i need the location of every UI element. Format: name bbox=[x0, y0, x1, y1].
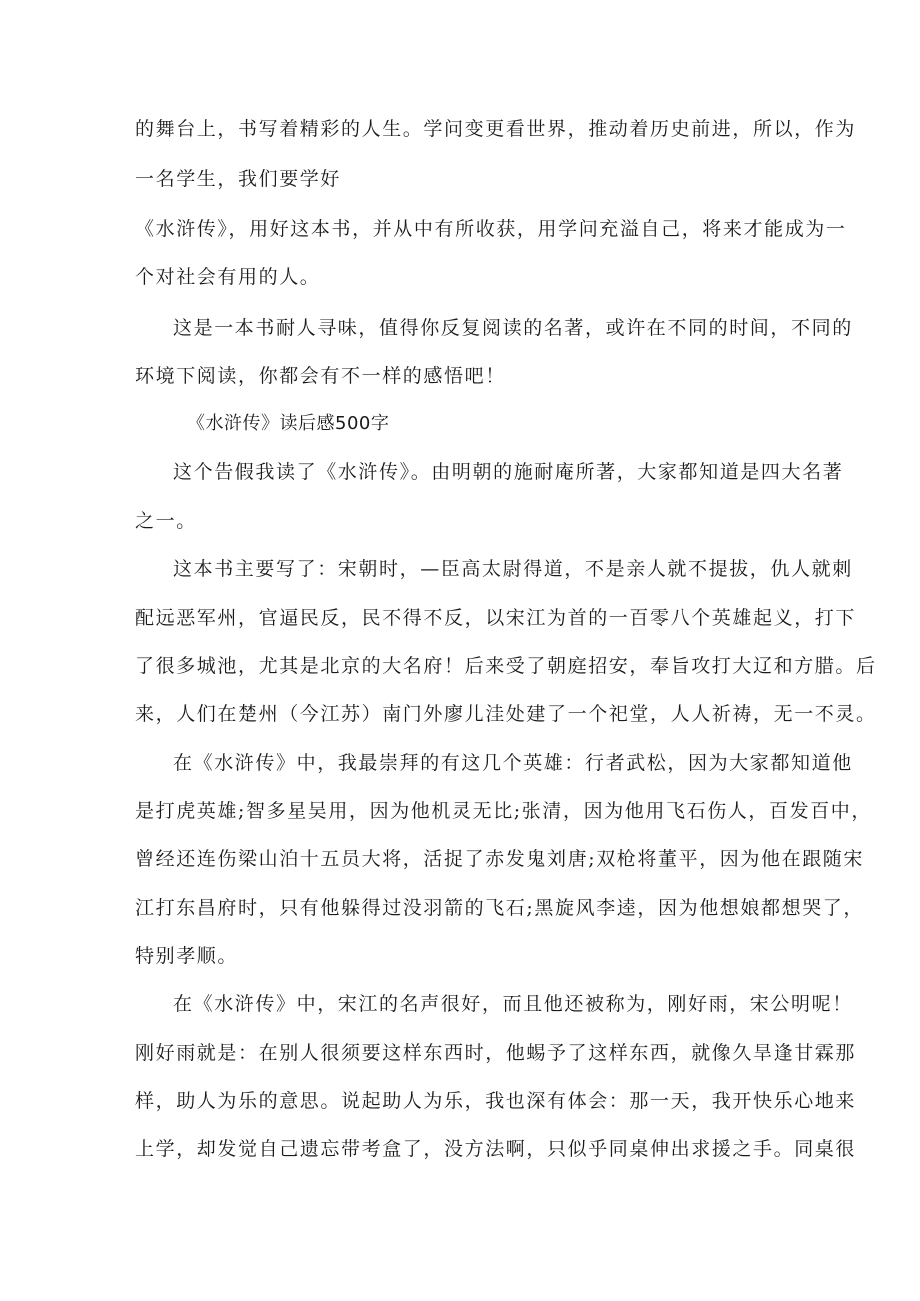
text-line: 上学，却发觉自己遗忘带考盒了，没方法啊，只似乎同桌伸出求援之手。同桌很 bbox=[135, 1138, 857, 1160]
text-line: 江打东昌府时，只有他躲得过没羽箭的飞石;黑旋风李逵，因为他想娘都想哭了， bbox=[135, 897, 865, 919]
paragraph-first-line: 这个告假我读了《水浒传》。由明朝的施耐庵所著，大家都知道是四大名著 bbox=[173, 461, 844, 483]
paragraph-first-line: 这是一本书耐人寻味，值得你反复阅读的名著，或许在不同的时间，不同的 bbox=[173, 317, 853, 339]
section-title: 《水浒传》读后感500字 bbox=[187, 413, 390, 434]
text-line: 曾经还连伤梁山泊十五员大将，活捉了赤发鬼刘唐;双枪将董平，因为他在跟随宋 bbox=[135, 848, 865, 870]
text-line: 来，人们在楚州（今江苏）南门外廖儿洼处建了一个祀堂，人人祈祷，无一不灵。 bbox=[135, 703, 877, 725]
text-line: 之一。 bbox=[135, 510, 197, 532]
text-line: 《水浒传》，用好这本书，并从中有所收获，用学问充溢自己，将来才能成为一 bbox=[135, 218, 847, 240]
text-line: 个对社会有用的人。 bbox=[135, 266, 321, 288]
text-line: 配远恶军州，官逼民反，民不得不反，以宋江为首的一百零八个英雄起义，打下 bbox=[135, 607, 857, 629]
text-line: 的舞台上，书写着精彩的人生。学问变更看世界，推动着历史前进，所以，作为 bbox=[135, 118, 857, 140]
text-line: 样，助人为乐的意思。说起助人为乐，我也深有体会：那一天，我开快乐心地来 bbox=[135, 1090, 857, 1112]
paragraph-first-line: 这本书主要写了：宋朝时，—臣高太尉得道，不是亲人就不提拔，仇人就刺 bbox=[173, 558, 853, 580]
paragraph-first-line: 在《水浒传》中，宋江的名声很好，而且他还被称为，刚好雨，宋公明呢！ bbox=[173, 993, 853, 1015]
text-line: 一名学生，我们要学好 bbox=[135, 168, 342, 190]
text-line: 环境下阅读，你都会有不一样的感悟吧！ bbox=[135, 365, 506, 387]
text-line: 是打虎英雄;智多星吴用，因为他机灵无比;张清，因为他用飞石伤人，百发百中， bbox=[135, 800, 873, 822]
text-line: 特别孝顺。 bbox=[135, 945, 239, 967]
text-line: 刚好雨就是：在别人很须要这样东西时，他蜴予了这样东西，就像久旱逢甘霖那 bbox=[135, 1042, 857, 1064]
text-line: 了很多城池，尤其是北京的大名府！后来受了朝庭招安，奉旨攻打大辽和方腊。后 bbox=[135, 655, 877, 677]
paragraph-first-line: 在《水浒传》中，我最崇拜的有这几个英雄：行者武松，因为大家都知道他 bbox=[173, 752, 853, 774]
